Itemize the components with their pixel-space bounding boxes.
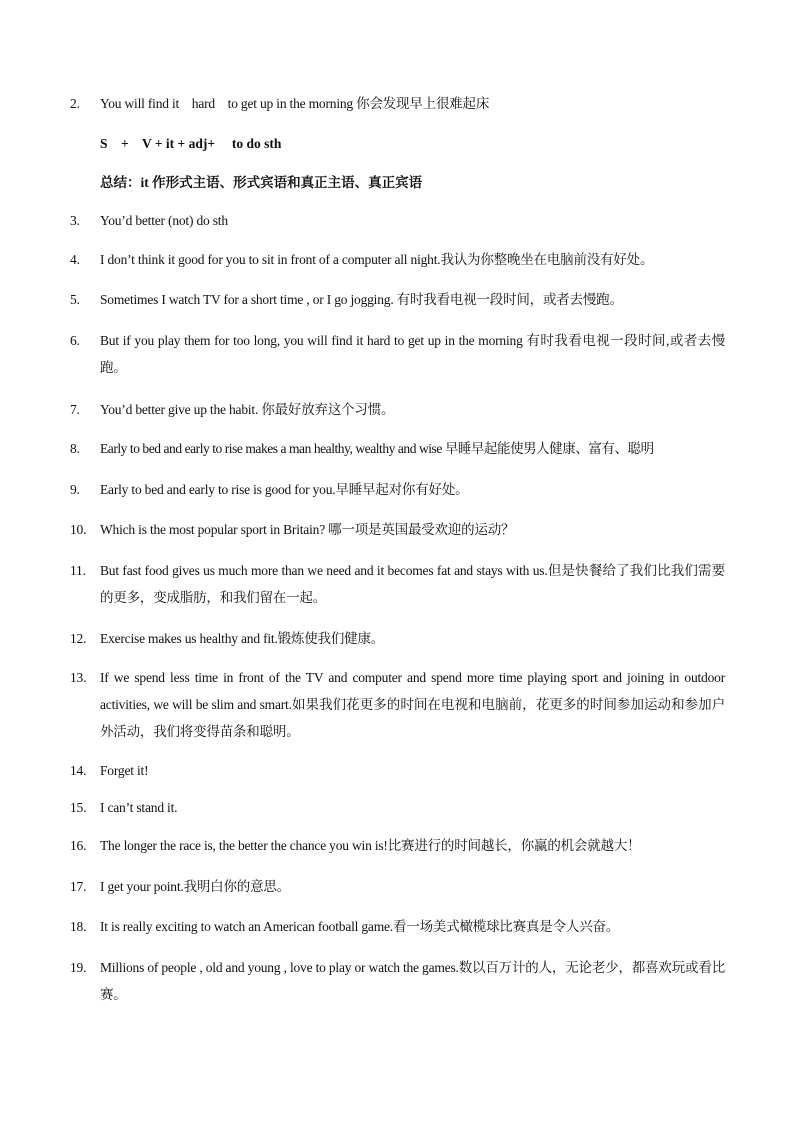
item-text: The longer the race is, the better the chance you win is!比赛进行的时间越长，你赢的机会就越大！ xyxy=(100,838,641,853)
sentence-item-16 xyxy=(70,832,725,859)
item-text: Sometimes I watch TV for a short time , or I go jogging. 有时我看电视一段时间，或者去慢跑。 xyxy=(100,292,623,307)
grammar-formula: S + V + it + adj+ to do sth xyxy=(100,136,282,151)
item-number: 2. xyxy=(70,96,80,111)
item-number: 13. xyxy=(70,670,87,685)
item-text: But fast food gives us much more than we need and it becomes fat and stays with us.但是快餐给了我们比我们需要的更多，变成脂肪，和我们留在一起。 xyxy=(100,563,725,605)
sentence-item-8 xyxy=(70,435,725,462)
item-number: 6. xyxy=(70,333,80,348)
sentence-item-7 xyxy=(70,396,725,423)
item-text: Which is the most popular sport in Britain? 哪一项是英国最受欢迎的运动？ xyxy=(100,522,515,537)
item-number: 5. xyxy=(70,292,80,307)
item-text: Exercise makes us healthy and fit.锻炼使我们健康。 xyxy=(100,631,385,646)
item-number: 16. xyxy=(70,838,87,853)
sentence-item-4 xyxy=(70,246,725,273)
item-number: 12. xyxy=(70,631,87,646)
item-number: 4. xyxy=(70,252,80,267)
item-text: You’d better (not) do sth xyxy=(100,213,228,228)
item-text: Early to bed and early to rise makes a man healthy, wealthy and wise 早睡早起能使男人健康、富有、聪明 xyxy=(100,441,654,456)
item-number: 3. xyxy=(70,213,80,228)
sentence-item-11 xyxy=(70,557,725,611)
sentence-item-17 xyxy=(70,873,725,900)
item-text: It is really exciting to watch an American football game.看一场美式橄榄球比赛真是令人兴奋。 xyxy=(100,919,620,934)
item-number: 9. xyxy=(70,482,80,497)
sentence-item-2 xyxy=(70,90,725,117)
sentence-item-9 xyxy=(70,476,725,503)
item-text: Forget it! xyxy=(100,763,149,778)
sentence-item-3 xyxy=(70,207,725,234)
item-text: I don’t think it good for you to sit in front of a computer all night.我认为你整晚坐在电脑前没有好处。 xyxy=(100,252,654,267)
sentence-item-6 xyxy=(70,327,725,381)
item-number: 19. xyxy=(70,960,87,975)
sentence-item-15 xyxy=(70,794,725,821)
item-number: 8. xyxy=(70,441,80,456)
item-text: You will find it hard to get up in the morning 你会发现早上很难起床 xyxy=(100,96,490,111)
sentence-item-13 xyxy=(70,664,725,745)
sentence-item-19 xyxy=(70,954,725,1008)
item-text: If we spend less time in front of the TV and computer and spend more time playing sport and joining in outdoor activities, we will be slim and smart.如果我们花更多的时间在电视和电脑前，花更多的时间参加运动和参加户外活动，我们将变得苗条和聪明。 xyxy=(100,670,725,739)
sentence-item-14 xyxy=(70,757,725,784)
item-number: 14. xyxy=(70,763,87,778)
item-text: Millions of people , old and young , love to play or watch the games.数以百万计的人，无论老少，都喜欢玩或看比赛。 xyxy=(100,960,725,1002)
item-text: But if you play them for too long, you will find it hard to get up in the morning 有时我看电视一段时间,或者去慢跑。 xyxy=(100,333,725,375)
item-number: 17. xyxy=(70,879,87,894)
item-text: Early to bed and early to rise is good for you.早睡早起对你有好处。 xyxy=(100,482,469,497)
item-text: I get your point.我明白你的意思。 xyxy=(100,879,290,894)
item-number: 11. xyxy=(70,563,86,578)
sentence-item-12 xyxy=(70,625,725,652)
item-number: 18. xyxy=(70,919,87,934)
sentence-item-5 xyxy=(70,286,725,313)
item-number: 7. xyxy=(70,402,80,417)
item-number: 10. xyxy=(70,522,87,537)
sentence-item-18 xyxy=(70,913,725,940)
sentence-item-10 xyxy=(70,516,725,543)
item-number: 15. xyxy=(70,800,87,815)
item-text: You’d better give up the habit. 你最好放弃这个习惯。 xyxy=(100,402,395,417)
item-text: I can’t stand it. xyxy=(100,800,178,815)
grammar-summary: 总结：it 作形式主语、形式宾语和真正主语、真正宾语 xyxy=(100,175,423,190)
